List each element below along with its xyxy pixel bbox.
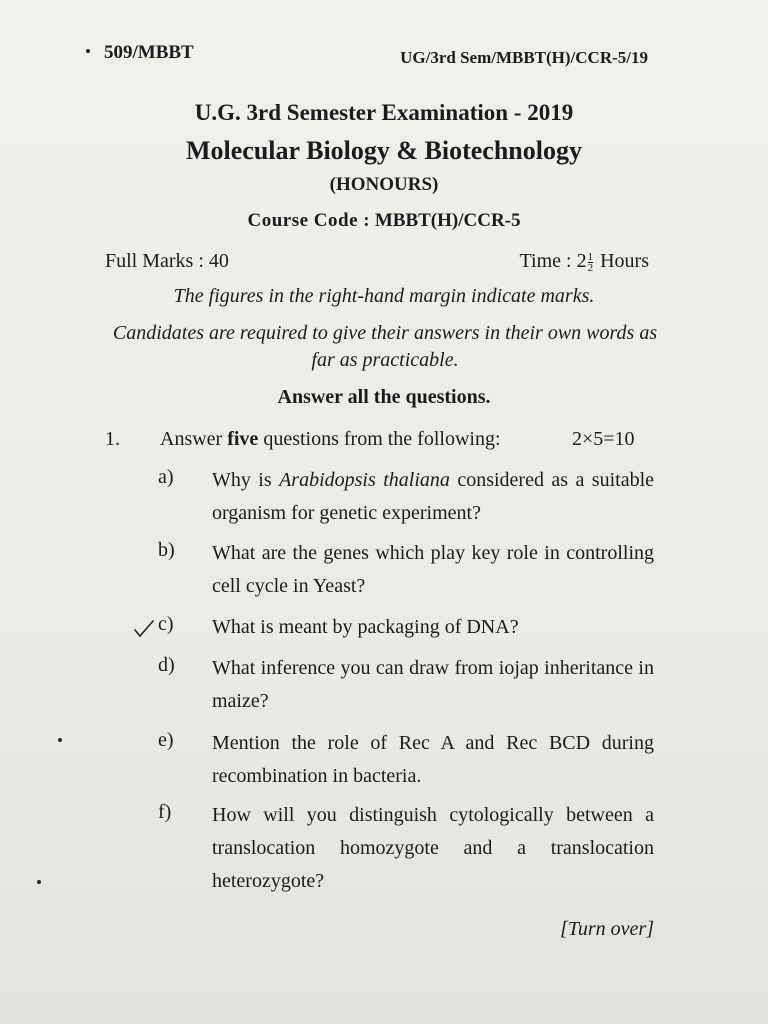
paper-code: 509/MBBT <box>104 42 194 63</box>
item-text-a <box>212 464 654 530</box>
item-label-b: b) <box>158 539 175 561</box>
item-text-c: What is meant by packaging of DNA? <box>212 616 519 638</box>
honours-label: (HONOURS) <box>329 174 439 195</box>
time-label: Time : 2 <box>519 250 587 272</box>
course-code-value: MBBT(H)/CCR-5 <box>374 210 521 231</box>
item-text-b: What are the genes which play key role in controlling cell cycle in Yeast? <box>212 542 654 597</box>
fraction-denominator: 2 <box>587 261 594 274</box>
time-unit: Hours <box>600 250 649 272</box>
subject-title: Molecular Biology & Biotechnology <box>186 136 582 165</box>
turn-over-note: [Turn over] <box>560 918 654 940</box>
prompt-bold: five <box>227 428 259 450</box>
item-label-d: d) <box>158 654 175 676</box>
speck <box>86 49 90 53</box>
exam-title: U.G. 3rd Semester Examination - 2019 <box>194 100 574 125</box>
species-name: Arabidopsis thaliana <box>279 469 450 491</box>
course-code-label: Course Code : <box>247 210 371 231</box>
instruction: Answer all the questions. <box>277 386 491 408</box>
question-marks: 2×5=10 <box>572 428 635 450</box>
speck <box>37 880 41 884</box>
prompt-text-after: questions from the following: <box>258 428 501 450</box>
full-marks: Full Marks : 40 <box>105 250 229 272</box>
item-label-f: f) <box>158 801 172 823</box>
time-allowed <box>520 250 649 273</box>
fraction-numerator: 1 <box>587 250 594 263</box>
prompt-text: Answer <box>160 428 228 450</box>
speck <box>58 738 62 742</box>
item-text-f: How will you distinguish cytologically between a translocation homozygote and a translocation heterozygote? <box>212 804 654 892</box>
checkmark-icon <box>133 617 155 639</box>
time-fraction <box>588 252 594 273</box>
question-prompt <box>160 428 501 451</box>
series-code: UG/3rd Sem/MBBT(H)/CCR-5/19 <box>400 48 648 67</box>
item-text-d: What inference you can draw from iojap inheritance in maize? <box>212 657 654 712</box>
own-words-note: Candidates are required to give their answers in their own words as far as practicable. <box>112 322 658 371</box>
margin-note: The figures in the right-hand margin indicate marks. <box>173 285 595 307</box>
item-label-c: c) <box>158 613 174 635</box>
question-number: 1. <box>105 428 120 450</box>
item-label-e: e) <box>158 729 174 751</box>
item-label-a: a) <box>158 466 174 488</box>
item-a-text-after: considered as a suitable organism for genetic experiment? <box>212 469 655 524</box>
item-a-text-before: Why is <box>212 469 280 491</box>
course-code-line <box>0 210 768 232</box>
item-text-e: Mention the role of Rec A and Rec BCD during recombination in bacteria. <box>212 732 654 787</box>
